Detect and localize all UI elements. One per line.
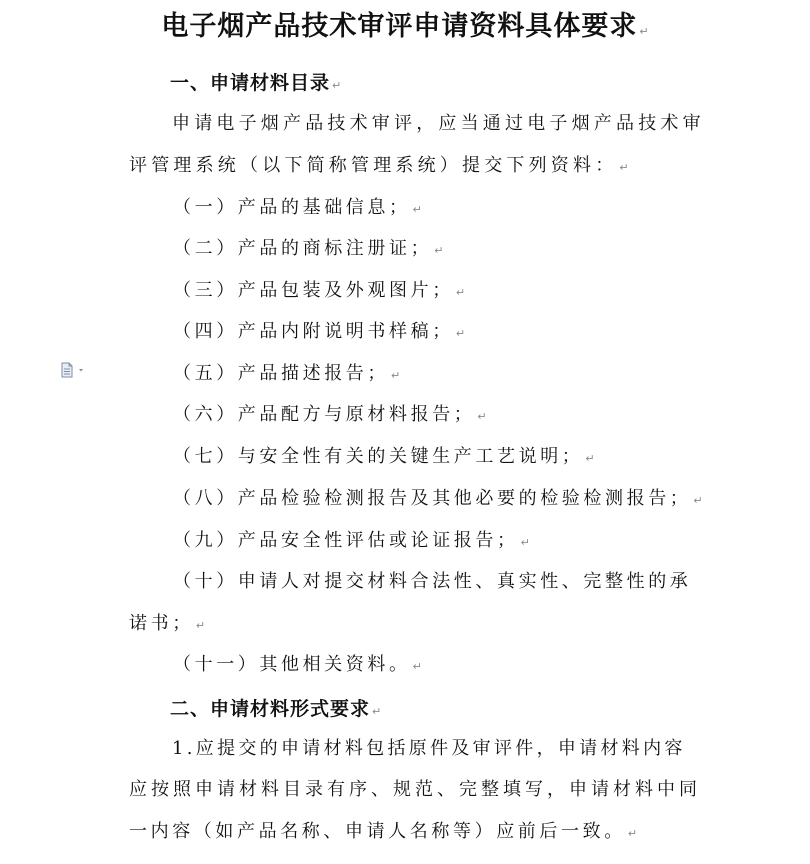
list-item-text: （五）产品描述报告； — [173, 363, 389, 384]
list-item-text: （一）产品的基础信息； — [173, 197, 411, 218]
list-item-text: （九）产品安全性评估或论证报告； — [173, 530, 519, 551]
intro-line-1: 申请电子烟产品技术审评，应当通过电子烟产品技术审 — [172, 113, 705, 134]
list-item-text: 诺书； — [129, 613, 194, 634]
list-item-text: （七）与安全性有关的关键生产工艺说明； — [173, 446, 584, 467]
section-heading-1-text: 一、申请材料目录 — [170, 72, 331, 94]
paragraph-mark: ↵ — [619, 161, 629, 174]
list-item-text: （八）产品检验检测报告及其他必要的检验检测报告； — [173, 488, 692, 509]
list-item — [173, 237, 443, 263]
paragraph-mark: ↵ — [477, 410, 487, 423]
document-title — [0, 4, 810, 43]
list-item-text: （三）产品包装及外观图片； — [173, 280, 454, 301]
list-item — [173, 362, 400, 388]
list-item-text: （二）产品的商标注册证； — [173, 238, 433, 259]
list-item-text: （十一）其他相关资料。 — [173, 654, 411, 675]
paragraph-mark: ↵ — [455, 327, 466, 340]
list-item — [173, 529, 530, 555]
list-item-text: （六）产品配方与原材料报告； — [173, 404, 476, 425]
paragraph-mark: ↵ — [412, 660, 422, 673]
paragraph-mark: ↵ — [520, 536, 530, 549]
list-item — [173, 320, 465, 346]
list-item — [173, 653, 422, 679]
paragraph-mark: ↵ — [412, 203, 422, 216]
list-item — [173, 445, 595, 471]
document-title-text: 电子烟产品技术审评申请资料具体要求 — [161, 11, 638, 42]
document-options-icon[interactable] — [60, 362, 86, 378]
list-item — [173, 403, 487, 429]
form-req-line-3-text: 一内容（如产品名称、申请人名称等）应前后一致。 — [129, 821, 626, 842]
paragraph-mark: ↵ — [693, 494, 703, 507]
paragraph-mark: ↵ — [195, 619, 206, 632]
paragraph-mark: ↵ — [455, 286, 466, 299]
list-item — [173, 196, 422, 222]
paragraph-mark: ↵ — [372, 705, 382, 718]
section-heading-2 — [170, 694, 381, 721]
form-req-line-1: 1.应提交的申请材料包括原件及审评件，申请材料内容 — [172, 738, 686, 759]
section-heading-1 — [170, 68, 341, 95]
paragraph-mark: ↵ — [627, 827, 638, 840]
paragraph-mark: ↵ — [434, 244, 444, 257]
list-item — [173, 279, 465, 305]
intro-line-2-text: 评管理系统（以下简称管理系统）提交下列资料： — [129, 155, 618, 176]
paragraph-mark: ↵ — [332, 79, 342, 92]
paragraph-mark: ↵ — [585, 452, 595, 465]
intro-line-2 — [129, 154, 629, 180]
list-item-continuation — [129, 612, 205, 638]
list-item-text: （四）产品内附说明书样稿； — [173, 321, 454, 342]
list-item: （十）申请人对提交材料合法性、真实性、完整性的承 — [173, 571, 692, 592]
document-glyph-icon — [60, 362, 86, 378]
paragraph-mark: ↵ — [639, 25, 649, 38]
section-heading-2-text: 二、申请材料形式要求 — [170, 698, 371, 720]
list-item — [173, 487, 703, 513]
form-req-line-2: 应按照申请材料目录有序、规范、完整填写，申请材料中同 — [129, 779, 701, 800]
form-req-line-3 — [129, 820, 637, 846]
paragraph-mark: ↵ — [391, 369, 401, 382]
